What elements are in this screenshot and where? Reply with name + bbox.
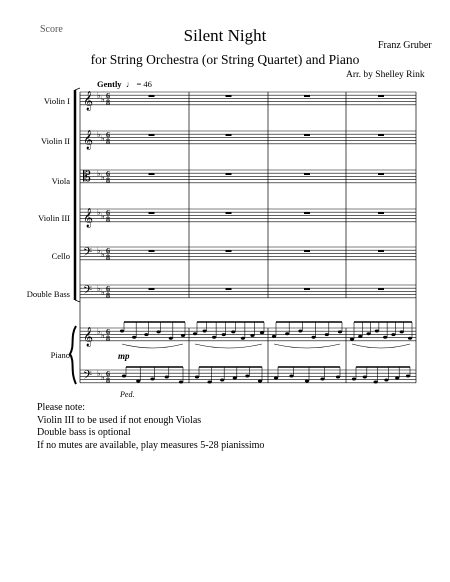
flat-icon: ♭ <box>97 284 101 293</box>
time-signature-top: 6 <box>106 208 110 218</box>
clef-icon: 𝄞 <box>83 91 94 111</box>
performance-notes <box>37 402 264 452</box>
measure-rest <box>226 173 232 175</box>
flat-icon: ♭ <box>101 173 105 182</box>
note-head <box>336 376 340 379</box>
time-signature-top: 6 <box>106 246 110 256</box>
note-head <box>233 377 237 380</box>
slur <box>352 344 410 348</box>
string-bracket-bottom <box>75 300 80 302</box>
flat-icon: ♭ <box>97 208 101 217</box>
pedal-marking: Ped. <box>120 390 135 399</box>
flat-icon: ♭ <box>101 331 105 340</box>
note-head <box>350 338 354 341</box>
measure-rest <box>226 212 232 214</box>
note-head <box>245 375 249 378</box>
clef-icon: 𝄞 <box>83 208 94 228</box>
slur <box>195 344 262 348</box>
measure-rest <box>149 95 155 97</box>
note-head <box>132 336 136 339</box>
note-head <box>144 333 148 336</box>
score-subtitle: for String Orchestra (or String Quartet) and Piano <box>90 52 360 67</box>
note-head <box>150 378 154 381</box>
time-signature-bottom: 8 <box>106 334 110 343</box>
measure-rest <box>304 95 310 97</box>
note-head <box>181 334 185 337</box>
note-head <box>375 330 379 333</box>
note-head <box>391 333 395 336</box>
note-line-1: Violin III to be used if not enough Violas <box>37 414 202 426</box>
clef-icon: 𝄢 <box>83 369 93 385</box>
time-signature-bottom: 8 <box>106 98 110 107</box>
note-head <box>400 330 404 333</box>
note-head <box>395 377 399 380</box>
flat-icon: ♭ <box>101 288 105 297</box>
measure-rest <box>149 173 155 175</box>
arranger-credit: Arr. by Shelley Rink <box>346 70 425 80</box>
note-head <box>193 332 197 335</box>
instrument-label-double-bass: Double Bass <box>26 289 70 299</box>
note-head <box>383 336 387 339</box>
measure-rest <box>378 173 384 175</box>
note-head <box>406 375 410 378</box>
time-signature-bottom: 8 <box>106 137 110 146</box>
corner-label: Score <box>40 24 63 35</box>
note-head <box>325 333 329 336</box>
measure-rest <box>226 95 232 97</box>
slur <box>274 344 340 348</box>
measure-rest <box>226 250 232 252</box>
string-bracket-top <box>75 88 80 90</box>
flat-icon: ♭ <box>97 327 101 336</box>
flat-icon: ♭ <box>97 369 101 378</box>
note-head <box>258 380 262 383</box>
note-head <box>169 337 173 340</box>
note-line-3: If no mutes are available, play measures 5-28 pianissimo <box>37 439 265 451</box>
slur <box>122 344 183 348</box>
note-head <box>208 381 212 384</box>
measure-rest <box>378 95 384 97</box>
note-head <box>157 330 161 333</box>
note-head <box>179 381 183 384</box>
composer-credit: Franz Gruber <box>378 40 432 51</box>
note-head <box>358 335 362 338</box>
time-signature-bottom: 8 <box>106 176 110 185</box>
measure-rest <box>149 134 155 136</box>
piano-brace <box>70 326 76 384</box>
measure-rest <box>378 288 384 290</box>
measure-rest <box>304 173 310 175</box>
instrument-label-piano: Piano <box>50 350 70 360</box>
note-head <box>260 331 264 334</box>
note-head <box>120 330 124 333</box>
clef-icon: 𝄡 <box>83 169 91 185</box>
note-head <box>250 334 254 337</box>
note-head <box>374 381 378 384</box>
flat-icon: ♭ <box>101 373 105 382</box>
note-head <box>298 330 302 333</box>
time-signature-top: 6 <box>106 369 110 379</box>
flat-icon: ♭ <box>101 250 105 259</box>
note-head <box>320 378 324 381</box>
flat-icon: ♭ <box>97 246 101 255</box>
note-head <box>165 376 169 379</box>
time-signature-bottom: 8 <box>106 215 110 224</box>
dynamic-mp: mp <box>118 351 130 361</box>
flat-icon: ♭ <box>101 95 105 104</box>
clef-icon: 𝄢 <box>83 246 93 262</box>
measure-rest <box>304 212 310 214</box>
note-head <box>338 330 342 333</box>
measure-rest <box>149 250 155 252</box>
flat-icon: ♭ <box>97 130 101 139</box>
note-head <box>220 379 224 382</box>
time-signature-bottom: 8 <box>106 376 110 385</box>
score-title: Silent Night <box>183 26 267 45</box>
note-head <box>136 380 140 383</box>
notes-heading: Please note: <box>37 402 86 413</box>
time-signature-top: 6 <box>106 284 110 294</box>
note-head <box>352 378 356 381</box>
tempo-marking: Gently ♩ = 46 <box>97 79 152 89</box>
instrument-label-viola: Viola <box>51 176 70 186</box>
note-line-2: Double bass is optional <box>37 427 131 438</box>
time-signature-bottom: 8 <box>106 291 110 300</box>
note-head <box>285 332 289 335</box>
staff-lines <box>80 92 416 383</box>
measure-rest <box>304 288 310 290</box>
note-head <box>195 376 199 379</box>
note-head <box>384 379 388 382</box>
note-head <box>305 380 309 383</box>
measure-rest <box>149 288 155 290</box>
flat-icon: ♭ <box>97 91 101 100</box>
clef-icon: 𝄞 <box>83 130 94 150</box>
note-head <box>272 335 276 338</box>
note-head <box>241 337 245 340</box>
time-signature-top: 6 <box>106 130 110 140</box>
time-signature-top: 6 <box>106 327 110 337</box>
time-signature-top: 6 <box>106 91 110 101</box>
measure-rests <box>149 95 385 290</box>
measure-rest <box>378 212 384 214</box>
measure-rest <box>304 250 310 252</box>
note-head <box>212 336 216 339</box>
clef-icon: 𝄞 <box>83 327 94 347</box>
time-signature-bottom: 8 <box>106 253 110 262</box>
measure-rest <box>226 134 232 136</box>
note-head <box>122 375 126 378</box>
measure-rest <box>304 134 310 136</box>
time-signature-top: 6 <box>106 169 110 179</box>
instrument-label-violin-2: Violin II <box>41 136 70 146</box>
flat-icon: ♭ <box>97 169 101 178</box>
instrument-label-violin-1: Violin I <box>43 96 70 106</box>
measure-rest <box>378 134 384 136</box>
instrument-label-cello: Cello <box>51 251 70 261</box>
note-head <box>312 336 316 339</box>
note-head <box>366 332 370 335</box>
note-head <box>274 377 278 380</box>
flat-icon: ♭ <box>101 212 105 221</box>
flat-icon: ♭ <box>101 134 105 143</box>
measure-rest <box>149 212 155 214</box>
note-head <box>289 375 293 378</box>
instrument-label-violin-3: Violin III <box>38 213 70 223</box>
note-head <box>408 337 412 340</box>
measure-rest <box>378 250 384 252</box>
note-head <box>202 330 206 333</box>
note-head <box>363 376 367 379</box>
note-head <box>222 333 226 336</box>
note-head <box>231 330 235 333</box>
measure-rest <box>226 288 232 290</box>
clef-icon: 𝄢 <box>83 284 93 300</box>
